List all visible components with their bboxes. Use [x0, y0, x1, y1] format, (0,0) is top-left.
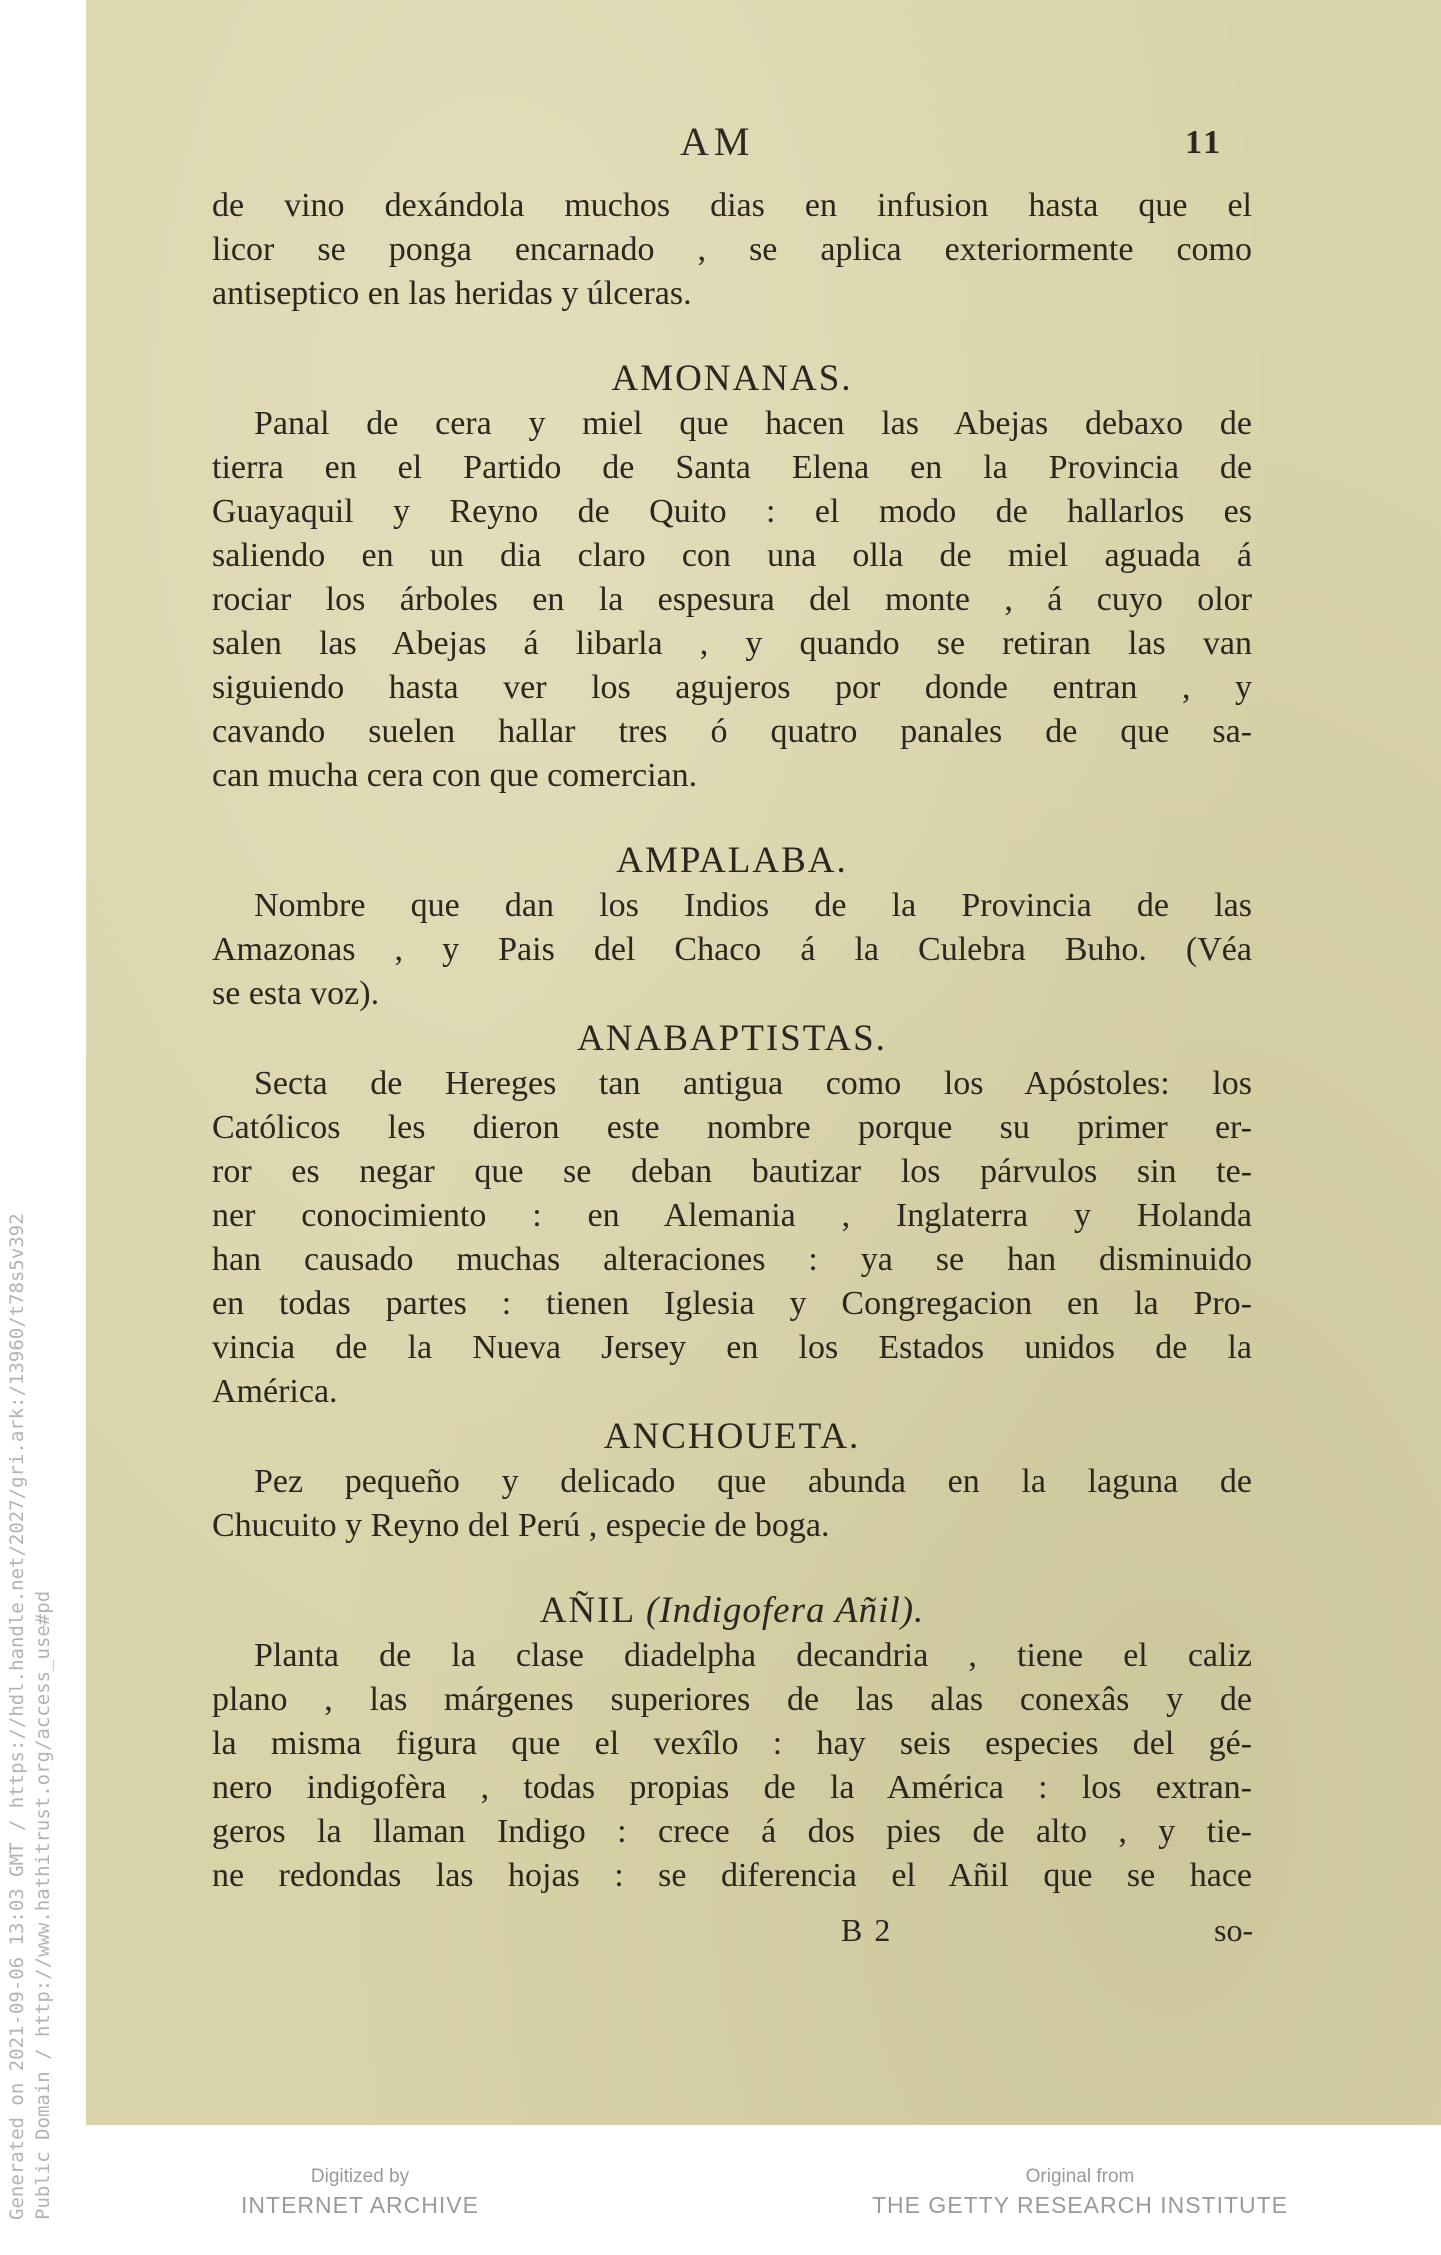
text-line: Pez pequeño y delicado que abunda en la laguna de [254, 1463, 1252, 1500]
entry-amonanas [212, 356, 1252, 798]
scanned-page [86, 0, 1441, 2125]
text-line: Nombre que dan los Indios de la Provincia de las [254, 887, 1252, 924]
text-line: ne redondas las hojas : se diferencia el Añil que se hace [212, 1857, 1252, 1894]
text-line: geros la llaman Indigo : crece á dos pies de alto , y tie- [212, 1813, 1252, 1850]
entry-heading-scientific: (Indigofera Añil). [645, 1590, 925, 1631]
text-line: siguiendo hasta ver los agujeros por donde entran , y [212, 669, 1252, 706]
digitized-by-credit [230, 2164, 490, 2220]
text-line: tierra en el Partido de Santa Elena en la Provincia de [212, 449, 1252, 486]
signature-mark: B 2 [841, 1912, 893, 1948]
text-line: de vino dexándola muchos dias en infusion hasta que el [212, 187, 1252, 224]
text-line: la misma figura que el vexîlo : hay seis especies del gé- [212, 1725, 1252, 1762]
text-line: plano , las márgenes superiores de las alas conexâs y de [212, 1681, 1252, 1718]
text-line: saliendo en un dia claro con una olla de miel aguada á [212, 537, 1252, 574]
running-head [86, 118, 1441, 178]
entry-heading: AMPALABA. [616, 840, 848, 881]
text-line: vincia de la Nueva Jersey en los Estados unidos de la [212, 1329, 1252, 1366]
text-line: Planta de la clase diadelpha decandria , tiene el caliz [254, 1637, 1252, 1674]
text-line: cavando suelen hallar tres ó quatro panales de que sa- [212, 713, 1252, 750]
text-line: Panal de cera y miel que hacen las Abejas debaxo de [254, 405, 1252, 442]
text-line: can mucha cera con que comercian. [212, 757, 698, 794]
text-line: Chucuito y Reyno del Perú , especie de boga. [212, 1507, 830, 1544]
source-institution: THE GETTY RESEARCH INSTITUTE [871, 2192, 1289, 2218]
entry-anabaptistas [212, 1016, 1252, 1414]
entry-anchoueta [212, 1414, 1252, 1548]
side-margin [0, 0, 86, 2255]
text-line: Amazonas , y Pais del Chaco á la Culebra Buho. (Véa [212, 931, 1252, 968]
text-line: en todas partes : tienen Iglesia y Congregacion en la Pro- [212, 1285, 1252, 1322]
text-line: salen las Abejas á libarla , y quando se retiran las van [212, 625, 1252, 662]
generation-stamp [4, 1213, 56, 2220]
text-line: rociar los árboles en la espesura del monte , á cuyo olor [212, 581, 1252, 618]
original-from-label: Original from [1025, 2166, 1135, 2187]
body-text [212, 184, 1252, 1898]
stamp-line-2: Public Domain / http://www.hathitrust.org/access_use#pd [32, 1590, 54, 2220]
entry-anil [212, 1588, 1252, 1898]
continuation-paragraph [212, 184, 1252, 316]
entry-heading-name: AÑIL [539, 1590, 635, 1631]
text-line: Guayaquil y Reyno de Quito : el modo de hallarlos es [212, 493, 1252, 530]
text-line: se esta voz). [212, 975, 380, 1012]
text-line: América. [212, 1373, 338, 1410]
running-head-title: AM [680, 119, 755, 164]
entry-heading: AMONANAS. [611, 358, 853, 399]
stamp-line-1: Generated on 2021-09-06 13:03 GMT / https://hdl.handle.net/2027/gri.ark:/13960/t78s5v392 [6, 1213, 28, 2220]
entry-ampalaba [212, 838, 1252, 1016]
catchword: so- [1214, 1912, 1254, 1948]
text-line: nero indigofèra , todas propias de la América : los extran- [212, 1769, 1252, 1806]
text-line: ner conocimiento : en Alemania , Inglaterra y Holanda [212, 1197, 1252, 1234]
page-number: 11 [1185, 124, 1224, 161]
text-line: Secta de Hereges tan antigua como los Apóstoles: los [254, 1065, 1252, 1102]
digitized-by-label: Digitized by [310, 2166, 410, 2187]
text-line: licor se ponga encarnado , se aplica exteriormente como [212, 231, 1252, 268]
catchline [86, 1912, 1441, 1956]
original-from-credit [870, 2164, 1290, 2220]
entry-heading: ANCHOUETA. [603, 1416, 861, 1457]
text-line: ror es negar que se deban bautizar los párvulos sin te- [212, 1153, 1252, 1190]
entry-heading [212, 1588, 1252, 1634]
text-line: han causado muchas alteraciones : ya se han disminuido [212, 1241, 1252, 1278]
text-line: Católicos les dieron este nombre porque su primer er- [212, 1109, 1252, 1146]
digitizer-name: INTERNET ARCHIVE [241, 2192, 479, 2218]
text-line: antiseptico en las heridas y úlceras. [212, 275, 692, 312]
entry-heading: ANABAPTISTAS. [577, 1018, 887, 1059]
